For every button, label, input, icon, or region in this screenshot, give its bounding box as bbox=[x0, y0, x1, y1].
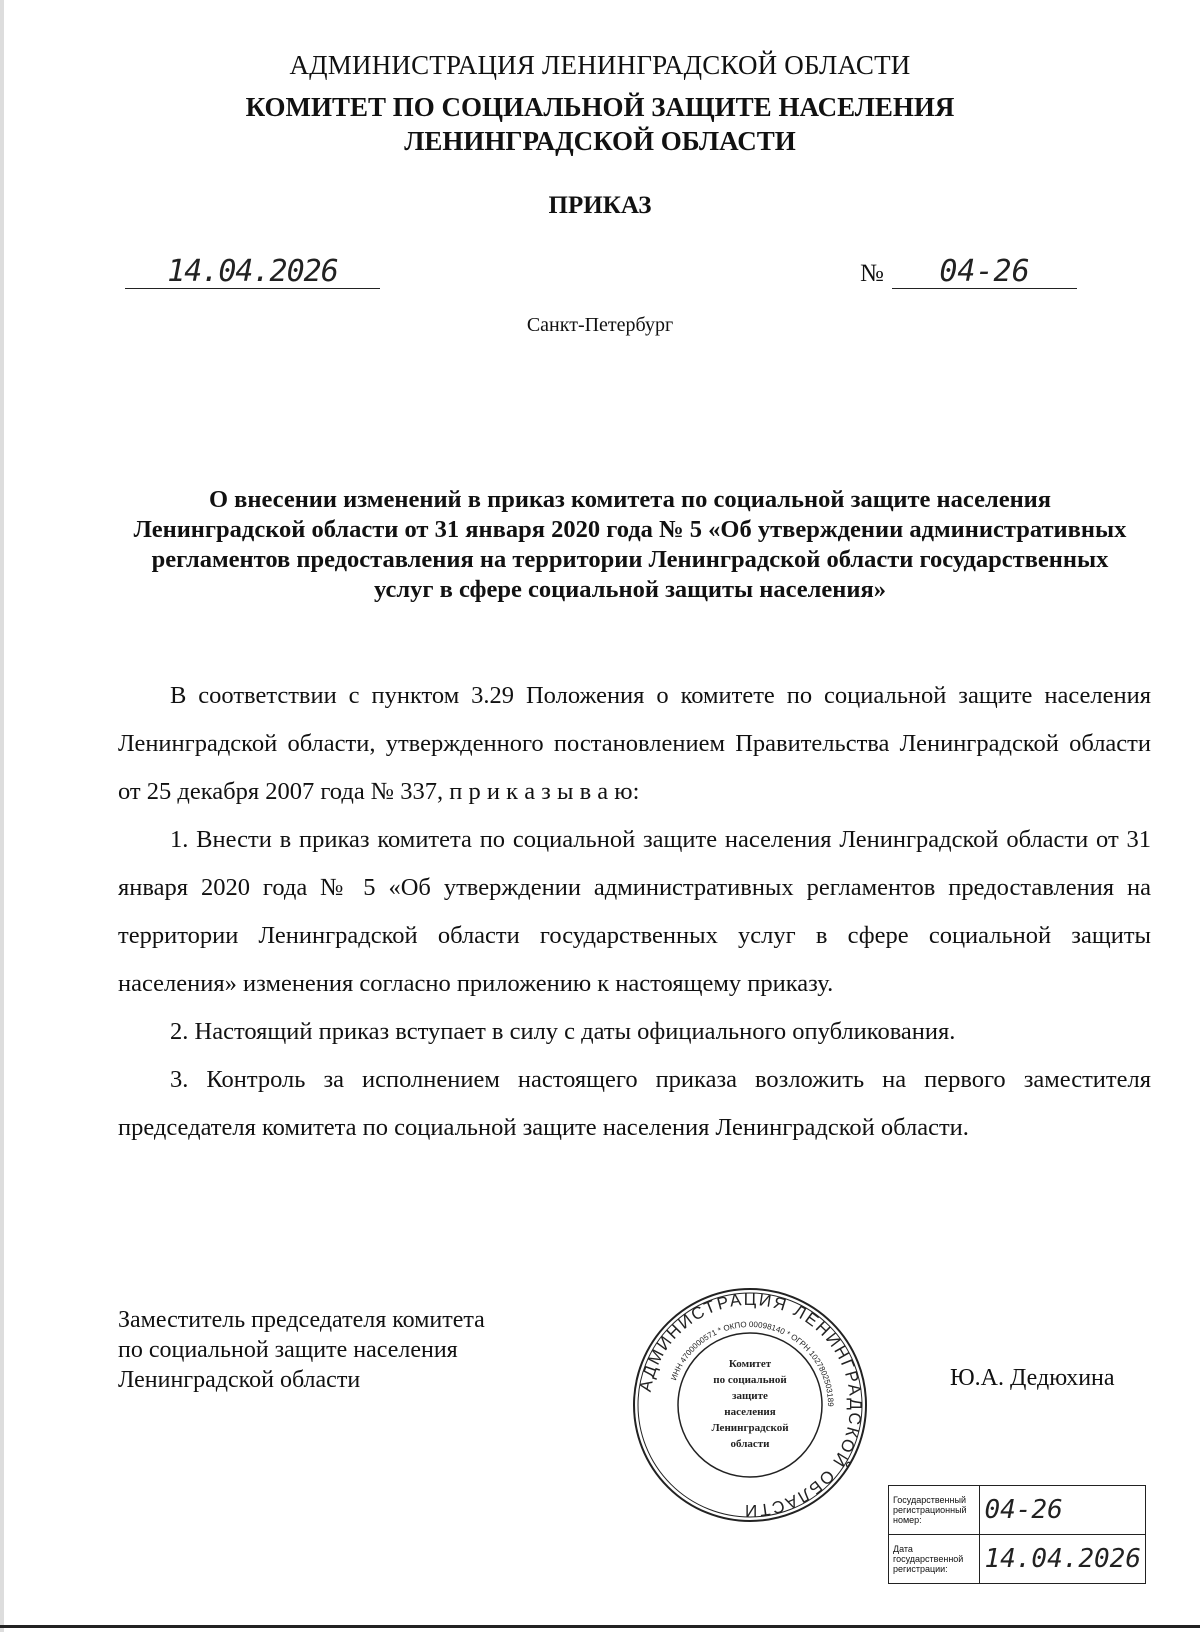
document-type: ПРИКАЗ bbox=[548, 192, 652, 219]
item-3-paragraph: 3. Контроль за исполнением настоящего приказа возложить на первого заместителя председателя комитета по социальной защите населения Ленинградской области. bbox=[118, 1066, 1151, 1141]
city: Санкт-Петербург bbox=[526, 314, 674, 336]
order-number-label: № bbox=[860, 260, 884, 287]
position-line2: по социальной защите населения bbox=[118, 1337, 458, 1363]
seal-center-line4: населения bbox=[724, 1406, 776, 1418]
registration-date-label: Дата государственной регистрации: bbox=[889, 1535, 980, 1584]
signatory-position bbox=[118, 1305, 485, 1395]
signatory-name: Ю.А. Дедюхина bbox=[950, 1365, 1115, 1391]
seal-inner-ring bbox=[678, 1333, 822, 1477]
registration-date-row bbox=[889, 1535, 1146, 1584]
document-body bbox=[118, 672, 1151, 1152]
position-line3: Ленинградской области bbox=[118, 1367, 361, 1393]
committee-heading bbox=[0, 90, 1200, 158]
official-seal bbox=[630, 1285, 870, 1525]
committee-heading-line2: ЛЕНИНГРАДСКОЙ ОБЛАСТИ bbox=[404, 126, 796, 156]
item-1-paragraph: 1. Внести в приказ комитета по социальной защите населения Ленинградской области от 31 января 2020 года № 5 «Об утверждении административных регламентов предоставления на территории Ленинградской области государственных услуг в сфере социальной защиты населения» изменения согласно приложению к настоящему приказу. bbox=[118, 826, 1151, 997]
registration-stamp bbox=[888, 1485, 1146, 1584]
scan-edge bbox=[0, 0, 4, 1632]
seal-center-line2: по социальной bbox=[713, 1374, 787, 1386]
order-number: 04-26 bbox=[892, 254, 1077, 289]
preamble-paragraph: В соответствии с пунктом 3.29 Положения о комитете по социальной защите населения Ленинградской области, утвержденного постановлением Правительства Ленинградской области от 25 декабря 2007 года № 337, п р и к а з ы в а ю: bbox=[118, 682, 1151, 805]
position-line1: Заместитель председателя комитета bbox=[118, 1307, 485, 1333]
seal-center-line6: области bbox=[730, 1438, 770, 1450]
document-title: О внесении изменений в приказ комитета по социальной защите населения Ленинградской области от 31 января 2020 года № 5 «Об утверждении административных регламентов предоставления на территории Ленинградской области государственных услуг в сфере социальной защиты населения» bbox=[133, 486, 1127, 603]
registration-date-value: 14.04.2026 bbox=[980, 1535, 1146, 1584]
seal-center-line5: Ленинградской bbox=[711, 1422, 789, 1434]
administration-heading: АДМИНИСТРАЦИЯ ЛЕНИНГРАДСКОЙ ОБЛАСТИ bbox=[289, 50, 911, 80]
order-date: 14.04.2026 bbox=[125, 254, 380, 289]
seal-center-line1: Комитет bbox=[728, 1358, 772, 1370]
seal-center-line3: защите bbox=[732, 1390, 768, 1402]
registration-number-label: Государственный регистрационный номер: bbox=[889, 1486, 980, 1535]
registration-number-row bbox=[889, 1486, 1146, 1535]
registration-number-value: 04-26 bbox=[980, 1486, 1146, 1535]
seal-inner-text: ИНН 4700000571 * ОКПО 00098140 * ОГРН 1027802503189 bbox=[669, 1319, 836, 1407]
seal-outer-text: АДМИНИСТРАЦИЯ ЛЕНИНГРАДСКОЙ ОБЛАСТИ bbox=[635, 1289, 866, 1521]
committee-heading-line1: КОМИТЕТ ПО СОЦИАЛЬНОЙ ЗАЩИТЕ НАСЕЛЕНИЯ bbox=[245, 92, 955, 122]
item-2-paragraph: 2. Настоящий приказ вступает в силу с даты официального опубликования. bbox=[170, 1018, 956, 1045]
scan-bottom-edge bbox=[0, 1625, 1200, 1628]
